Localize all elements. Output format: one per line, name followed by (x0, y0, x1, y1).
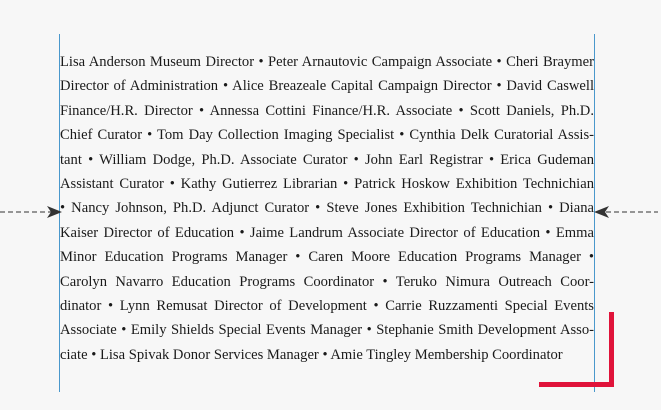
text-line: Associate • Emily Shields Special Events Manager • Stephanie Smith Development Asso- (60, 322, 594, 339)
right-arrow-icon (592, 205, 661, 219)
left-arrow-icon (0, 205, 70, 219)
staff-list-text-block (60, 50, 594, 367)
text-line: tant • William Dodge, Ph.D. Associate Curator • John Earl Registrar • Erica Gudeman (60, 151, 594, 168)
text-line: • Nancy Johnson, Ph.D. Adjunct Curator • Steve Jones Exhibition Technichian • Diana (60, 200, 594, 217)
text-line: Minor Education Programs Manager • Caren Moore Education Programs Manager • (60, 249, 594, 266)
text-line: dinator • Lynn Remusat Director of Development • Carrie Ruzzamenti Special Events (60, 297, 594, 314)
text-line: Chief Curator • Tom Day Collection Imaging Specialist • Cynthia Delk Curatorial Assis- (60, 127, 594, 144)
text-line: Carolyn Navarro Education Programs Coordinator • Teruko Nimura Outreach Coor- (60, 273, 594, 290)
text-line: Kaiser Director of Education • Jaime Landrum Associate Director of Education • Emma (60, 224, 594, 241)
text-line: ciate • Lisa Spivak Donor Services Manager • Amie Tingley Membership Coordinator (60, 346, 563, 363)
text-line: Assistant Curator • Kathy Gutierrez Librarian • Patrick Hoskow Exhibition Technichian (60, 175, 594, 192)
text-line: Lisa Anderson Museum Director • Peter Arnautovic Campaign Associate • Cheri Braymer (60, 54, 594, 70)
text-line: Director of Administration • Alice Breazeale Capital Campaign Director • David Caswell (60, 78, 594, 95)
text-line: Finance/H.R. Director • Annessa Cottini Finance/H.R. Associate • Scott Daniels, Ph.D. (60, 102, 594, 119)
corner-crop-mark (539, 312, 614, 387)
